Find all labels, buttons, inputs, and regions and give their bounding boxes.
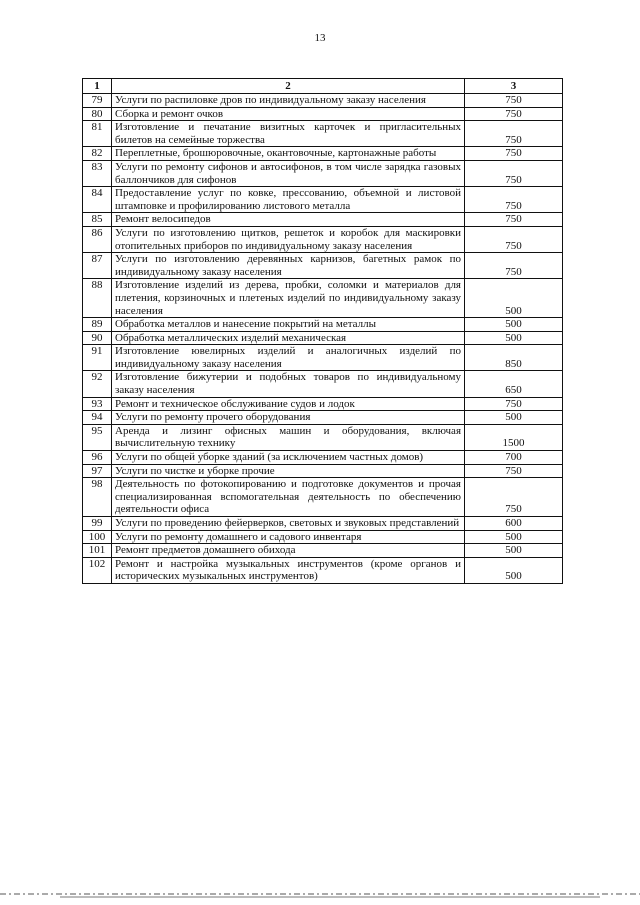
row-value-cell: 600 bbox=[465, 517, 563, 531]
table-row bbox=[83, 451, 563, 465]
row-number-cell: 88 bbox=[83, 279, 112, 318]
row-number-cell: 94 bbox=[83, 411, 112, 425]
row-value-cell: 750 bbox=[465, 160, 563, 186]
row-number-cell: 92 bbox=[83, 371, 112, 397]
row-value-cell: 750 bbox=[465, 107, 563, 121]
row-description-cell: Изготовление бижутерии и подобных товаров по индивидуальному заказу населения bbox=[112, 371, 465, 397]
row-value-cell: 750 bbox=[465, 147, 563, 161]
row-number-cell: 87 bbox=[83, 253, 112, 279]
row-value-cell: 500 bbox=[465, 557, 563, 583]
row-value-cell: 750 bbox=[465, 187, 563, 213]
row-value-cell: 1500 bbox=[465, 424, 563, 450]
table-row bbox=[83, 345, 563, 371]
table-row bbox=[83, 94, 563, 108]
row-value-cell: 750 bbox=[465, 121, 563, 147]
table-row bbox=[83, 160, 563, 186]
table-header-row bbox=[83, 79, 563, 94]
row-number-cell: 95 bbox=[83, 424, 112, 450]
row-description-cell: Изготовление и печатание визитных карточек и пригласительных билетов на семейные торжества bbox=[112, 121, 465, 147]
table-row bbox=[83, 107, 563, 121]
column-header-number: 1 bbox=[83, 79, 112, 94]
row-number-cell: 98 bbox=[83, 478, 112, 517]
table-row bbox=[83, 464, 563, 478]
row-description-cell: Услуги по распиловке дров по индивидуальному заказу населения bbox=[112, 94, 465, 108]
row-description-cell: Изготовление ювелирных изделий и аналогичных изделий по индивидуальному заказу населения bbox=[112, 345, 465, 371]
table-row bbox=[83, 411, 563, 425]
row-value-cell: 750 bbox=[465, 464, 563, 478]
row-description-cell: Ремонт предметов домашнего обихода bbox=[112, 544, 465, 558]
row-value-cell: 750 bbox=[465, 253, 563, 279]
row-value-cell: 500 bbox=[465, 544, 563, 558]
row-description-cell: Предоставление услуг по ковке, прессованию, объемной и листовой штамповке и профилированию листового металла bbox=[112, 187, 465, 213]
row-value-cell: 850 bbox=[465, 345, 563, 371]
row-number-cell: 102 bbox=[83, 557, 112, 583]
row-value-cell: 750 bbox=[465, 213, 563, 227]
row-description-cell: Ремонт велосипедов bbox=[112, 213, 465, 227]
row-value-cell: 750 bbox=[465, 94, 563, 108]
row-value-cell: 650 bbox=[465, 371, 563, 397]
row-number-cell: 85 bbox=[83, 213, 112, 227]
row-number-cell: 93 bbox=[83, 397, 112, 411]
table-row bbox=[83, 121, 563, 147]
row-number-cell: 80 bbox=[83, 107, 112, 121]
row-number-cell: 96 bbox=[83, 451, 112, 465]
table-row bbox=[83, 530, 563, 544]
row-number-cell: 79 bbox=[83, 94, 112, 108]
row-description-cell: Ремонт и настройка музыкальных инструментов (кроме органов и исторических музыкальных инструментов) bbox=[112, 557, 465, 583]
table-row bbox=[83, 397, 563, 411]
row-description-cell: Услуги по ремонту сифонов и автосифонов, в том числе зарядка газовых баллончиков для сифонов bbox=[112, 160, 465, 186]
row-value-cell: 750 bbox=[465, 397, 563, 411]
table-row bbox=[83, 253, 563, 279]
row-description-cell: Деятельность по фотокопированию и подготовке документов и прочая специализированная вспомогательная деятельность по обеспечению деятельности офиса bbox=[112, 478, 465, 517]
row-number-cell: 84 bbox=[83, 187, 112, 213]
column-header-value: 3 bbox=[465, 79, 563, 94]
row-value-cell: 750 bbox=[465, 478, 563, 517]
table-row bbox=[83, 318, 563, 332]
row-number-cell: 89 bbox=[83, 318, 112, 332]
services-table bbox=[82, 78, 563, 584]
scan-artifact-line bbox=[0, 892, 640, 900]
row-number-cell: 91 bbox=[83, 345, 112, 371]
column-header-description: 2 bbox=[112, 79, 465, 94]
row-description-cell: Обработка металлов и нанесение покрытий на металлы bbox=[112, 318, 465, 332]
table-row bbox=[83, 279, 563, 318]
row-number-cell: 99 bbox=[83, 517, 112, 531]
row-description-cell: Услуги по проведению фейерверков, световых и звуковых представлений bbox=[112, 517, 465, 531]
row-number-cell: 83 bbox=[83, 160, 112, 186]
row-description-cell: Услуги по изготовлению деревянных карнизов, багетных рамок по индивидуальному заказу населения bbox=[112, 253, 465, 279]
row-description-cell: Аренда и лизинг офисных машин и оборудования, включая вычислительную технику bbox=[112, 424, 465, 450]
row-description-cell: Услуги по чистке и уборке прочие bbox=[112, 464, 465, 478]
row-description-cell: Сборка и ремонт очков bbox=[112, 107, 465, 121]
row-number-cell: 101 bbox=[83, 544, 112, 558]
row-value-cell: 500 bbox=[465, 411, 563, 425]
row-number-cell: 90 bbox=[83, 331, 112, 345]
table-row bbox=[83, 213, 563, 227]
row-number-cell: 81 bbox=[83, 121, 112, 147]
row-value-cell: 500 bbox=[465, 331, 563, 345]
table-row bbox=[83, 147, 563, 161]
table-row bbox=[83, 187, 563, 213]
table-row bbox=[83, 517, 563, 531]
table-row bbox=[83, 424, 563, 450]
row-description-cell: Услуги по общей уборке зданий (за исключением частных домов) bbox=[112, 451, 465, 465]
row-value-cell: 500 bbox=[465, 318, 563, 332]
row-description-cell: Ремонт и техническое обслуживание судов и лодок bbox=[112, 397, 465, 411]
table-row bbox=[83, 478, 563, 517]
table-row bbox=[83, 226, 563, 252]
row-description-cell: Услуги по ремонту домашнего и садового инвентаря bbox=[112, 530, 465, 544]
row-number-cell: 100 bbox=[83, 530, 112, 544]
table-row bbox=[83, 557, 563, 583]
page-number: 13 bbox=[314, 32, 326, 44]
row-value-cell: 500 bbox=[465, 279, 563, 318]
row-value-cell: 750 bbox=[465, 226, 563, 252]
row-number-cell: 86 bbox=[83, 226, 112, 252]
row-number-cell: 82 bbox=[83, 147, 112, 161]
row-value-cell: 500 bbox=[465, 530, 563, 544]
row-number-cell: 97 bbox=[83, 464, 112, 478]
table-row bbox=[83, 331, 563, 345]
row-description-cell: Переплетные, брошюровочные, окантовочные, картонажные работы bbox=[112, 147, 465, 161]
row-description-cell: Изготовление изделий из дерева, пробки, соломки и материалов для плетения, корзиночных и плетеных изделий по индивидуальному заказу населения bbox=[112, 279, 465, 318]
row-description-cell: Обработка металлических изделий механическая bbox=[112, 331, 465, 345]
row-value-cell: 700 bbox=[465, 451, 563, 465]
table-row bbox=[83, 371, 563, 397]
table-row bbox=[83, 544, 563, 558]
row-description-cell: Услуги по ремонту прочего оборудования bbox=[112, 411, 465, 425]
row-description-cell: Услуги по изготовлению щитков, решеток и коробок для маскировки отопительных приборов по индивидуальному заказу населения bbox=[112, 226, 465, 252]
